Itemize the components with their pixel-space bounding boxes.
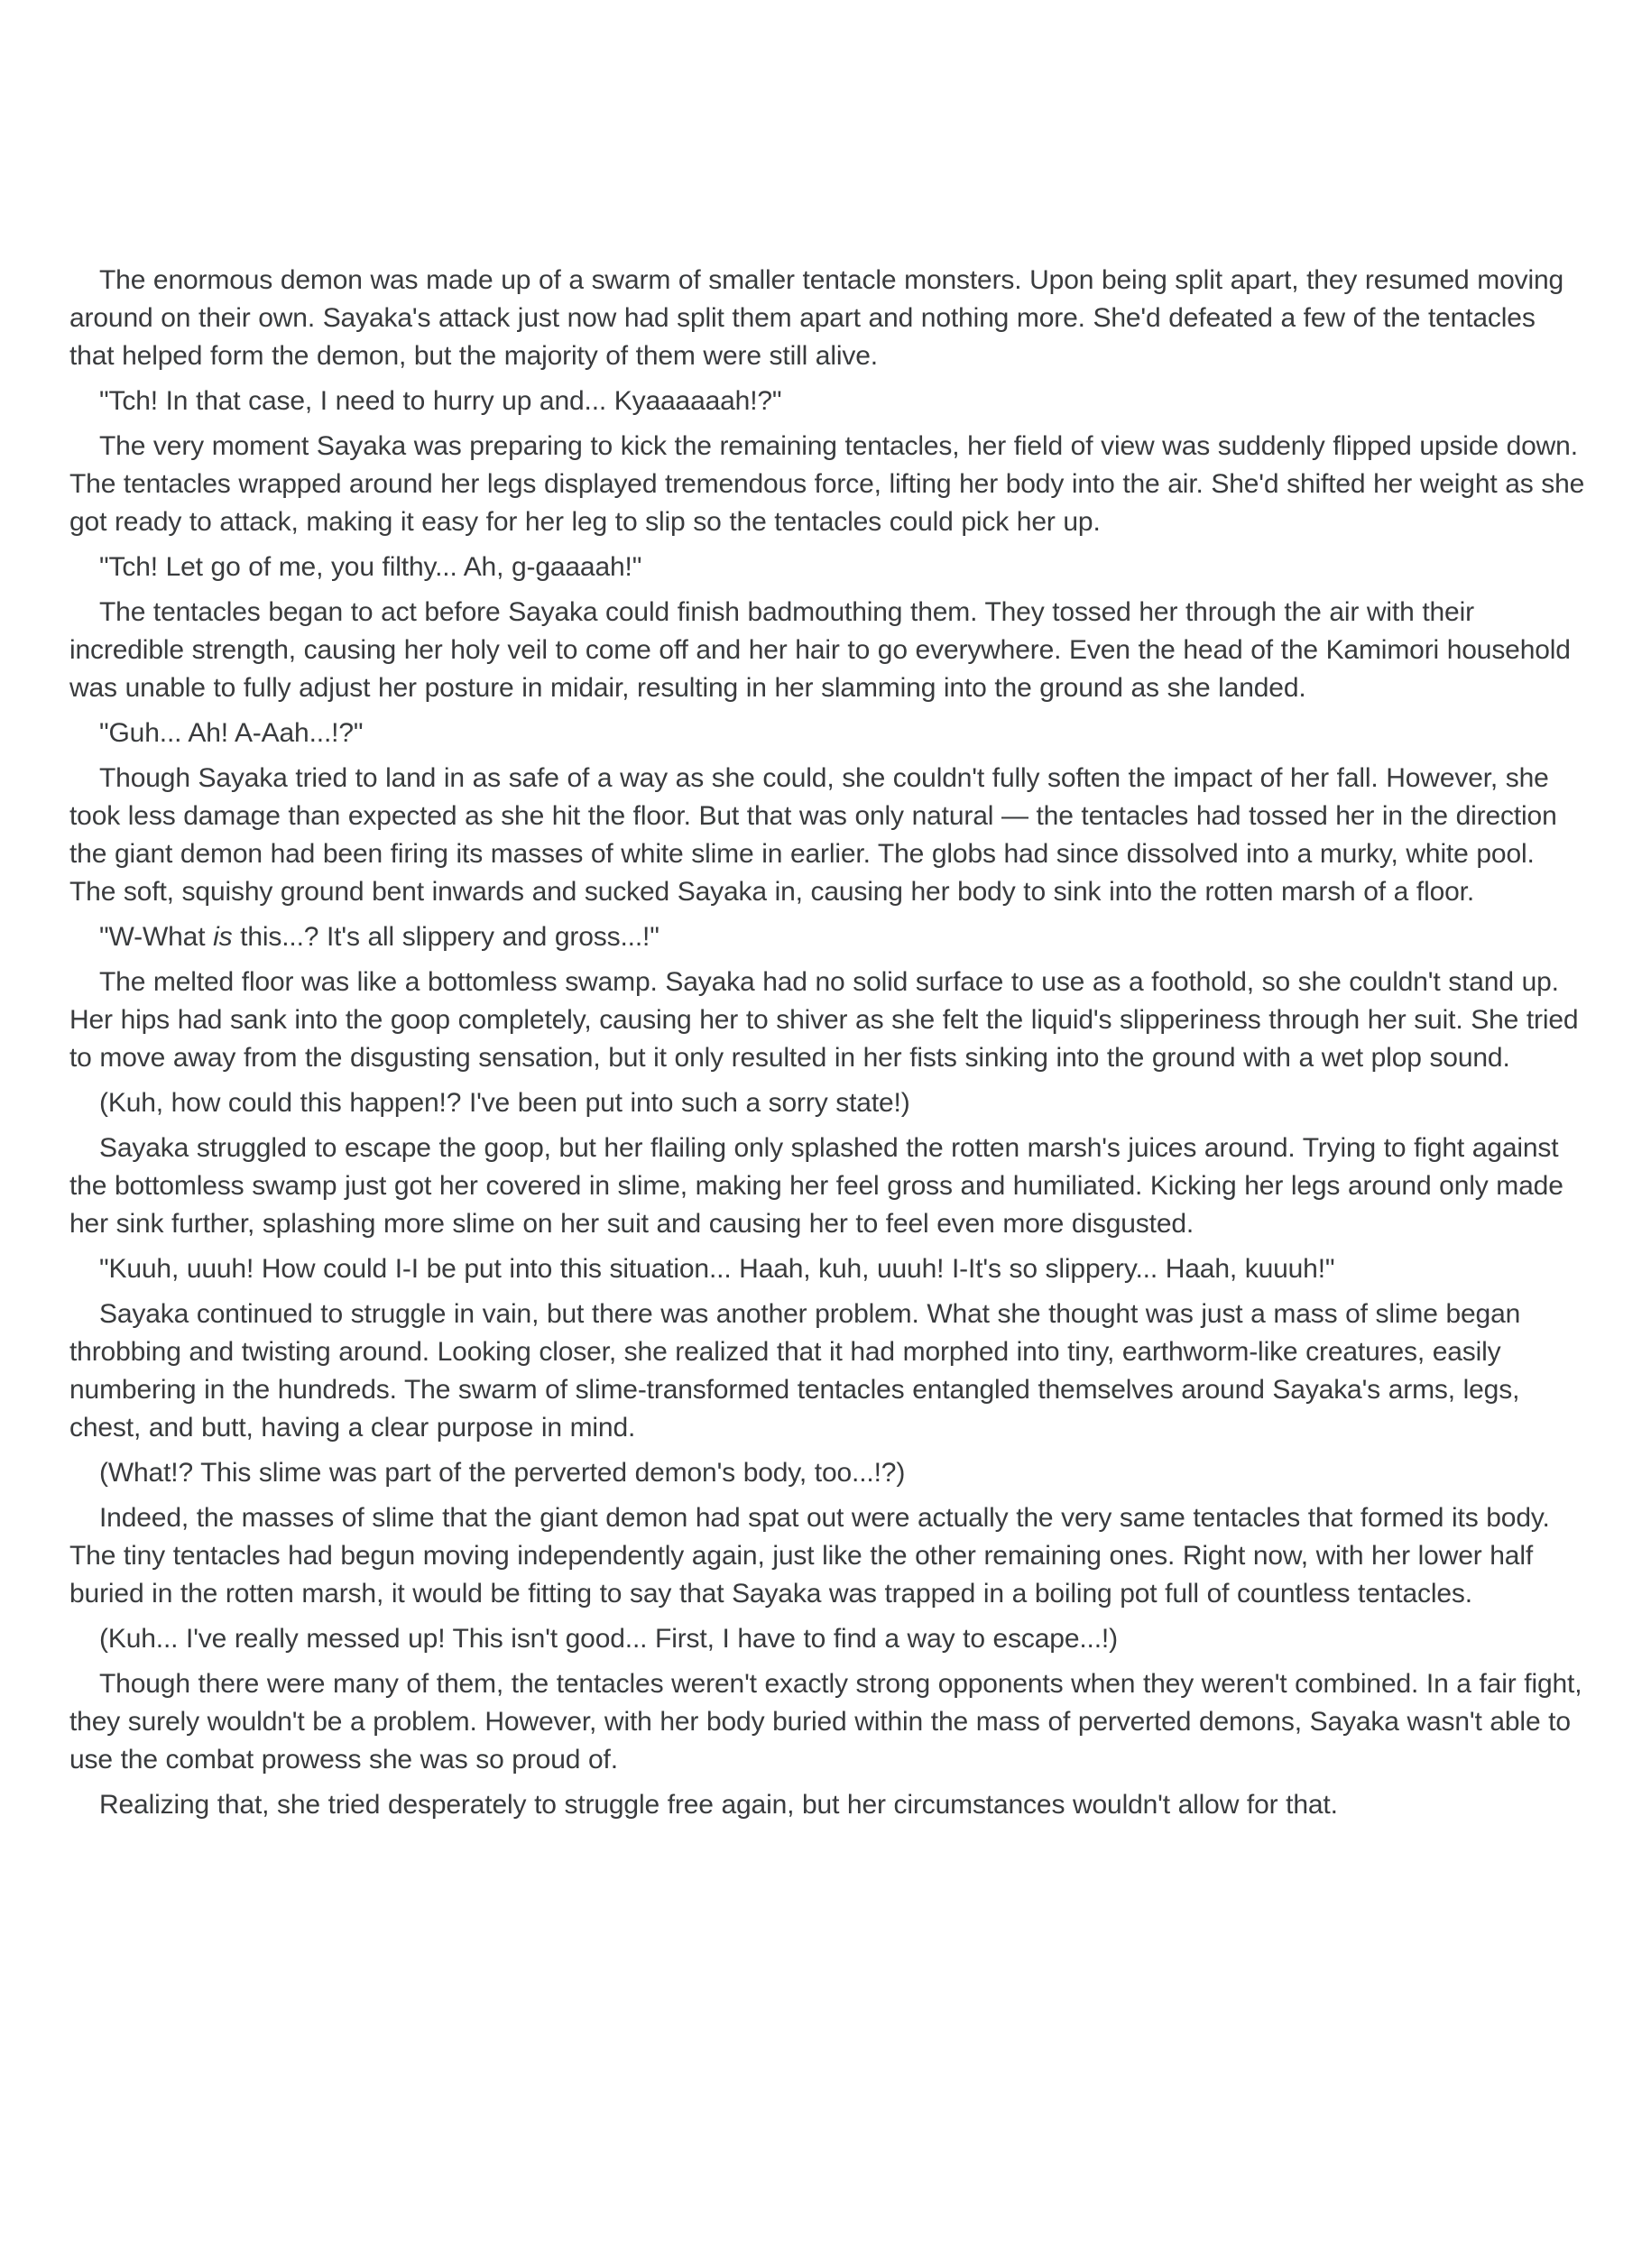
narration-paragraph: Though Sayaka tried to land in as safe of a way as she could, she couldn't fully soften the impact of her fall. However, she took less damage than expected as she hit the floor. But that was only natural — the tentacles had tossed her in the direction the giant demon had been firing its masses of white slime in earlier. The globs had since dissolved into a murky, white pool. The soft, squishy ground bent inwards and sucked Sayaka in, causing her body to sink into the rotten marsh of a floor. bbox=[69, 763, 1557, 907]
narration-paragraph: Indeed, the masses of slime that the giant demon had spat out were actually the very same tentacles that formed its body. The tiny tentacles had begun moving independently again, just like the other remaining ones. Right now, with her lower half buried in the rotten marsh, it would be fitting to say that Sayaka was trapped in a boiling pot full of countless tentacles. bbox=[69, 1503, 1550, 1609]
narration-paragraph: Realizing that, she tried desperately to struggle free again, but her circumstances wouldn't allow for that. bbox=[99, 1790, 1338, 1820]
emphasized-word: is bbox=[213, 922, 233, 952]
narration-paragraph: The very moment Sayaka was preparing to kick the remaining tentacles, her field of view was suddenly flipped upside down. The tentacles wrapped around her legs displayed tremendous force, lifting her body into the air. She'd shifted her weight as she got ready to attack, making it easy for her leg to slip so the tentacles could pick her up. bbox=[69, 431, 1585, 537]
thought-paragraph: (Kuh... I've really messed up! This isn't good... First, I have to find a way to escape...!) bbox=[99, 1624, 1118, 1654]
narration-paragraph: Though there were many of them, the tentacles weren't exactly strong opponents when they weren't combined. In a fair fight, they surely wouldn't be a problem. However, with her body buried within the mass of perverted demons, Sayaka wasn't able to use the combat prowess she was so proud of. bbox=[69, 1669, 1582, 1775]
page-text-block bbox=[69, 262, 1587, 1831]
narration-paragraph: The enormous demon was made up of a swarm of smaller tentacle monsters. Upon being split apart, they resumed moving around on their own. Sayaka's attack just now had split them apart and nothing more. She'd defeated a few of the tentacles that helped form the demon, but the majority of them were still alive. bbox=[69, 265, 1564, 371]
narration-paragraph: Sayaka struggled to escape the goop, but her flailing only splashed the rotten marsh's juices around. Trying to fight against the bottomless swamp just got her covered in slime, making her feel gross and humiliated. Kicking her legs around only made her sink further, splashing more slime on her suit and causing her to feel even more disgusted. bbox=[69, 1133, 1563, 1239]
narration-paragraph: Sayaka continued to struggle in vain, but there was another problem. What she thought was just a mass of slime began throbbing and twisting around. Looking closer, she realized that it had morphed into tiny, earthworm-like creatures, easily numbering in the hundreds. The swarm of slime-transformed tentacles entangled themselves around Sayaka's arms, legs, chest, and butt, having a clear purpose in mind. bbox=[69, 1299, 1521, 1443]
narration-paragraph: The tentacles began to act before Sayaka could finish badmouthing them. They tossed her through the air with their incredible strength, causing her holy veil to come off and her hair to go everywhere. Even the head of the Kamimori household was unable to fully adjust her posture in midair, resulting in her slamming into the ground as she landed. bbox=[69, 597, 1571, 703]
thought-paragraph: (What!? This slime was part of the perverted demon's body, too...!?) bbox=[99, 1458, 906, 1488]
dialogue-paragraph: "Tch! In that case, I need to hurry up and... Kyaaaaaah!?" bbox=[99, 386, 782, 416]
dialogue-paragraph bbox=[69, 918, 1587, 956]
dialogue-text: this...? It's all slippery and gross...!" bbox=[232, 922, 659, 952]
dialogue-paragraph: "Kuuh, uuuh! How could I-I be put into this situation... Haah, kuh, uuuh! I-It's so slippery... Haah, kuuuh!" bbox=[99, 1254, 1335, 1284]
thought-paragraph: (Kuh, how could this happen!? I've been put into such a sorry state!) bbox=[99, 1088, 910, 1118]
dialogue-paragraph: "Guh... Ah! A-Aah...!?" bbox=[99, 718, 364, 748]
narration-paragraph: The melted floor was like a bottomless swamp. Sayaka had no solid surface to use as a foothold, so she couldn't stand up. Her hips had sank into the goop completely, causing her to shiver as she felt the liquid's slipperiness through her suit. She tried to move away from the disgusting sensation, but it only resulted in her fists sinking into the ground with a wet plop sound. bbox=[69, 967, 1579, 1073]
dialogue-text: "W-What bbox=[99, 922, 214, 952]
dialogue-paragraph: "Tch! Let go of me, you filthy... Ah, g-gaaaah!" bbox=[99, 552, 642, 582]
